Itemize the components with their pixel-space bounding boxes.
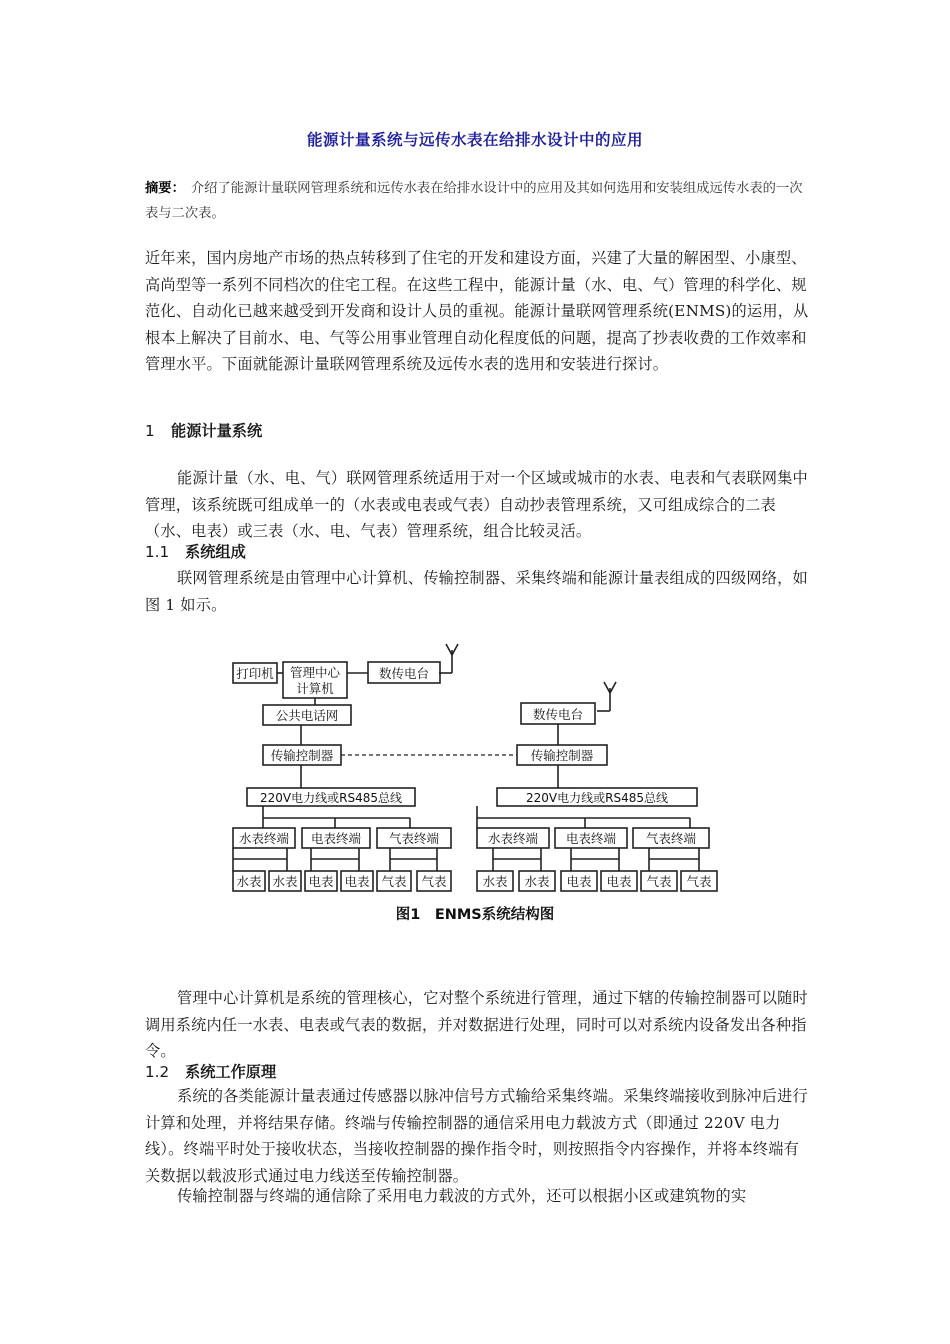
terminal-label-4: 水表终端 [487, 831, 539, 846]
center-computer-label-1: 管理中心 [289, 665, 341, 680]
paragraph-after-figure: 管理中心计算机是系统的管理核心，它对整个系统进行管理，通过下辖的传输控制器可以随时调用系统内任一水表、电表或气表的数据，并对数据进行处理，同时可以对系统内设备发出各种指令。 [145, 989, 808, 1060]
phone-network-label: 公共电话网 [275, 708, 339, 723]
terminal-label-5: 电表终端 [565, 831, 617, 846]
controller-left-label: 传输控制器 [270, 748, 334, 763]
printer-label: 打印机 [236, 666, 274, 681]
center-computer-label-2: 计算机 [296, 681, 334, 696]
abstract-label: 摘要： [145, 181, 185, 196]
section-1-1-title: 系统组成 [185, 543, 246, 561]
section-1-2-number: 1.2 [145, 1063, 170, 1081]
section-1-1-paragraph: 联网管理系统是由管理中心计算机、传输控制器、采集终端和能源计量表组成的四级网络，如图 1 如示。 [145, 569, 808, 614]
enms-structure-figure [225, 635, 725, 935]
section-1-2-heading [145, 1061, 276, 1082]
meter-label-9: 电表 [566, 874, 592, 889]
meter-label-8: 水表 [524, 874, 550, 889]
section-1-heading [145, 420, 262, 441]
terminal-label-2: 电表终端 [310, 831, 362, 846]
document-title: 能源计量系统与远传水表在给排水设计中的应用 [306, 131, 643, 149]
intro-paragraph: 近年来，国内房地产市场的热点转移到了住宅的开发和建设方面，兴建了大量的解困型、小康型、高尚型等一系列不同档次的住宅工程。在这些工程中，能源计量（水、电、气）管理的科学化、规范化、自动化已越来越受到开发商和设计人员的重视。能源计量联网管理系统(ENMS)的运用，从根本上解决了目前水、电、气等公用事业管理自动化程度低的问题，提高了抄表收费的工作效率和管理水平。下面就能源计量联网管理系统及远传水表的选用和安装进行探讨。 [145, 249, 809, 373]
section-1-title: 能源计量系统 [171, 422, 263, 440]
terminal-label-1: 水表终端 [238, 831, 290, 846]
meter-label-11: 气表 [646, 874, 672, 889]
section-1-2-paragraph-2: 传输控制器与终端的通信除了采用电力载波的方式外，还可以根据小区或建筑物的实 [177, 1187, 747, 1205]
meter-label-1: 水表 [236, 874, 262, 889]
meter-label-4: 电表 [344, 874, 370, 889]
abstract [145, 176, 810, 226]
abstract-text: 介绍了能源计量联网管理系统和远传水表在给排水设计中的应用及其如何选用和安装组成远传水表的一次表与二次表。 [145, 181, 803, 221]
bus-right-label: 220V电力线或RS485总线 [526, 791, 668, 805]
terminal-label-6: 气表终端 [645, 831, 697, 846]
section-1-1-heading [145, 541, 246, 562]
meter-label-5: 气表 [381, 874, 407, 889]
section-1-number: 1 [145, 422, 155, 440]
meter-label-7: 水表 [482, 874, 508, 889]
meter-label-2: 水表 [272, 874, 298, 889]
section-1-2-title: 系统工作原理 [185, 1063, 277, 1081]
bus-left-label: 220V电力线或RS485总线 [260, 791, 402, 805]
section-1-1-number: 1.1 [145, 543, 170, 561]
figure-caption: 图1 ENMS系统结构图 [395, 907, 555, 923]
terminal-label-3: 气表终端 [388, 831, 440, 846]
radio-right-label: 数传电台 [532, 707, 584, 722]
section-1-paragraph: 能源计量（水、电、气）联网管理系统适用于对一个区域或城市的水表、电表和气表联网集中管理，该系统既可组成单一的（水表或电表或气表）自动抄表管理系统，又可组成综合的二表（水、电表）或三表（水、电、气表）管理系统，组合比较灵活。 [145, 469, 808, 540]
meter-label-6: 气表 [421, 874, 447, 889]
radio-left-label: 数传电台 [378, 666, 430, 681]
controller-right-label: 传输控制器 [530, 748, 594, 763]
meter-label-12: 气表 [686, 874, 712, 889]
meter-label-10: 电表 [606, 874, 632, 889]
section-1-2-paragraph-1: 系统的各类能源计量表通过传感器以脉冲信号方式输给采集终端。采集终端接收到脉冲后进行计算和处理，并将结果存储。终端与传输控制器的通信采用电力载波方式（即通过 220V 电力线）。终端平时处于接收状态，当接收控制器的操作指令时，则按照指令内容操作，并将本终端有关数据以载波形式通过电力线送至传输控制器。 [145, 1087, 808, 1185]
meter-label-3: 电表 [308, 874, 334, 889]
